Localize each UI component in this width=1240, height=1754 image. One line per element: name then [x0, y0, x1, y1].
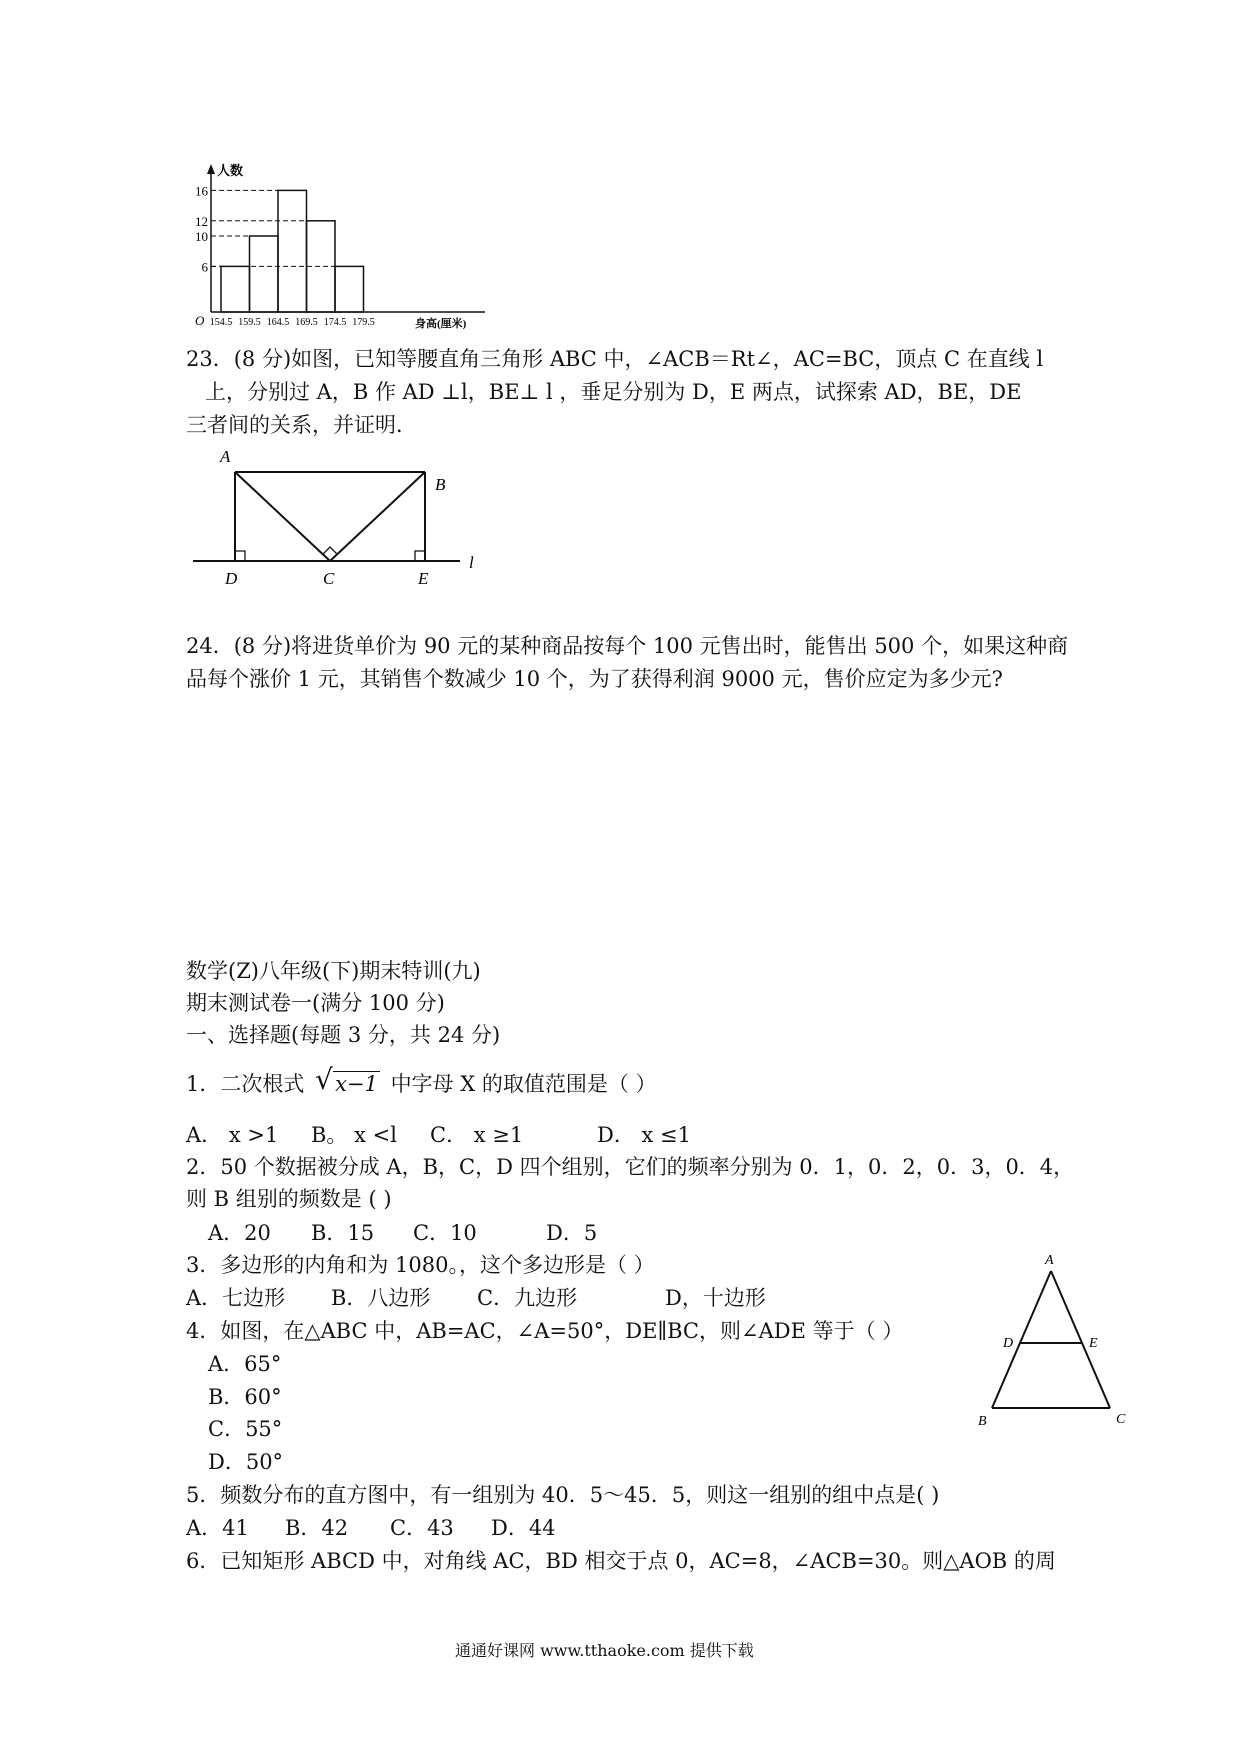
q2-option-b: B．15: [311, 1221, 375, 1245]
q4-option-a: A．65°: [208, 1352, 282, 1376]
right-angle-D: [235, 551, 245, 561]
label-l: l: [469, 553, 474, 572]
q23-figure: [185, 448, 485, 593]
q3-option-a: A．七边形: [186, 1286, 286, 1310]
q23-line2: 上，分别过 A，B 作 AD ⊥l，BE⊥ l ，垂足分别为 D，E 两点，试探索 AD，BE，DE: [205, 380, 1022, 404]
histogram-bar: [335, 266, 364, 312]
tri-label-C: C: [1116, 1412, 1126, 1427]
page-footer: 通通好课网 www.tthaoke.com 提供下载: [455, 1641, 754, 1660]
histogram-bar: [278, 190, 307, 312]
q23-line3: 三者间的关系，并证明．: [186, 413, 417, 437]
q1-stem: [186, 1063, 657, 1097]
height-histogram: [185, 160, 505, 330]
q5-option-c: C．43: [390, 1516, 454, 1540]
tri-label-A: A: [1045, 1253, 1054, 1268]
y-axis-label: 人数: [217, 163, 244, 178]
q1-pre: 1．二次根式: [186, 1072, 305, 1096]
radical-sign: √: [315, 1063, 333, 1096]
q3-line1: 3．多边形的内角和为 1080。，这个多边形是（ ）: [186, 1253, 655, 1277]
label-B: B: [435, 475, 446, 494]
section-heading: 一、选择题(每题 3 分，共 24 分): [186, 1023, 501, 1047]
tri-label-E: E: [1089, 1336, 1098, 1351]
q1-option-d: D． x ≤1: [597, 1123, 691, 1147]
q1-option-c: C． x ≥1: [430, 1123, 524, 1147]
q23-line1: 23．(8 分)如图，已知等腰直角三角形 ABC 中，∠ACB＝Rt∠，AC=BC，顶点 C 在直线 l: [186, 347, 1044, 371]
x-tick-label: 159.5: [238, 317, 261, 328]
q6-line1: 6．已知矩形 ABCD 中，对角线 AC，BD 相交于点 0，AC=8，∠ACB=30。则△AOB 的周: [186, 1549, 1056, 1573]
q2-option-d: D．5: [546, 1221, 598, 1245]
paper-subtitle: 期末测试卷一(满分 100 分): [186, 991, 445, 1015]
tri-label-B: B: [978, 1414, 987, 1429]
histogram-bar: [250, 236, 279, 312]
tri-label-D: D: [1003, 1336, 1014, 1351]
q3-option-b: B．八边形: [331, 1286, 431, 1310]
x-tick-label: 169.5: [295, 317, 318, 328]
y-tick-label: 10: [195, 229, 208, 244]
q2-line2: 则 B 组别的频数是 ( ): [186, 1187, 392, 1211]
q4-option-b: B．60°: [208, 1385, 282, 1409]
segment-BC: [330, 472, 425, 561]
y-axis-arrow: [207, 164, 215, 174]
right-angle-C: [323, 547, 337, 561]
segment-AC: [235, 472, 330, 561]
q5-line1: 5．频数分布的直方图中，有一组别为 40．5～45．5，则这一组别的组中点是( ): [186, 1483, 940, 1507]
side-AC: [1051, 1271, 1110, 1408]
q1-option-b: B。 x <l: [311, 1123, 397, 1147]
radicand: x−1: [335, 1072, 378, 1096]
label-A: A: [220, 448, 231, 466]
label-E: E: [418, 569, 429, 588]
histogram-bar: [221, 266, 250, 312]
label-D: D: [225, 569, 238, 588]
q2-option-c: C．10: [413, 1221, 477, 1245]
q4-option-d: D．50°: [208, 1450, 284, 1474]
paper-title: 数学(Z)八年级(下)期末特训(九): [186, 959, 481, 983]
q24-line1: 24．(8 分)将进货单价为 90 元的某种商品按每个 100 元售出时，能售出 500 个，如果这种商: [186, 634, 1069, 658]
x-tick-label: 179.5: [352, 317, 375, 328]
y-tick-label: 16: [195, 183, 208, 199]
sqrt-expression: [315, 1063, 380, 1097]
x-tick-label: 164.5: [266, 317, 290, 328]
q4-option-c: C．55°: [208, 1417, 283, 1441]
q1-post: 中字母 X 的取值范围是（ ）: [390, 1072, 657, 1096]
y-tick-label: 6: [201, 259, 208, 275]
q2-line1: 2．50 个数据被分成 A，B，C，D 四个组别，它们的频率分别为 0．1，0．2，0．3，0．4，: [186, 1155, 1075, 1179]
y-tick-label: 12: [195, 213, 208, 229]
q5-option-b: B．42: [285, 1516, 349, 1540]
x-axis-label: 身高(厘米): [415, 318, 467, 330]
x-tick-label: 174.5: [323, 317, 347, 328]
q2-option-a: A．20: [208, 1221, 271, 1245]
q4-line1: 4．如图，在△ABC 中，AB=AC，∠A=50°，DE∥BC，则∠ADE 等于（ ）: [186, 1319, 904, 1343]
q3-option-d: D，十边形: [665, 1286, 766, 1310]
q5-option-a: A．41: [186, 1516, 249, 1540]
origin-label: O: [195, 313, 205, 328]
q5-option-d: D．44: [491, 1516, 556, 1540]
side-AB: [992, 1271, 1051, 1408]
label-C: C: [323, 569, 335, 588]
q4-triangle-figure: [960, 1250, 1145, 1435]
q3-option-c: C．九边形: [477, 1286, 578, 1310]
x-tick-label: 154.5: [209, 317, 233, 328]
right-angle-E: [415, 551, 425, 561]
q24-line2: 品每个涨价 1 元，其销售个数减少 10 个，为了获得利润 9000 元，售价应定为多少元?: [186, 667, 1003, 691]
q1-option-a: A． x >1: [186, 1123, 279, 1147]
